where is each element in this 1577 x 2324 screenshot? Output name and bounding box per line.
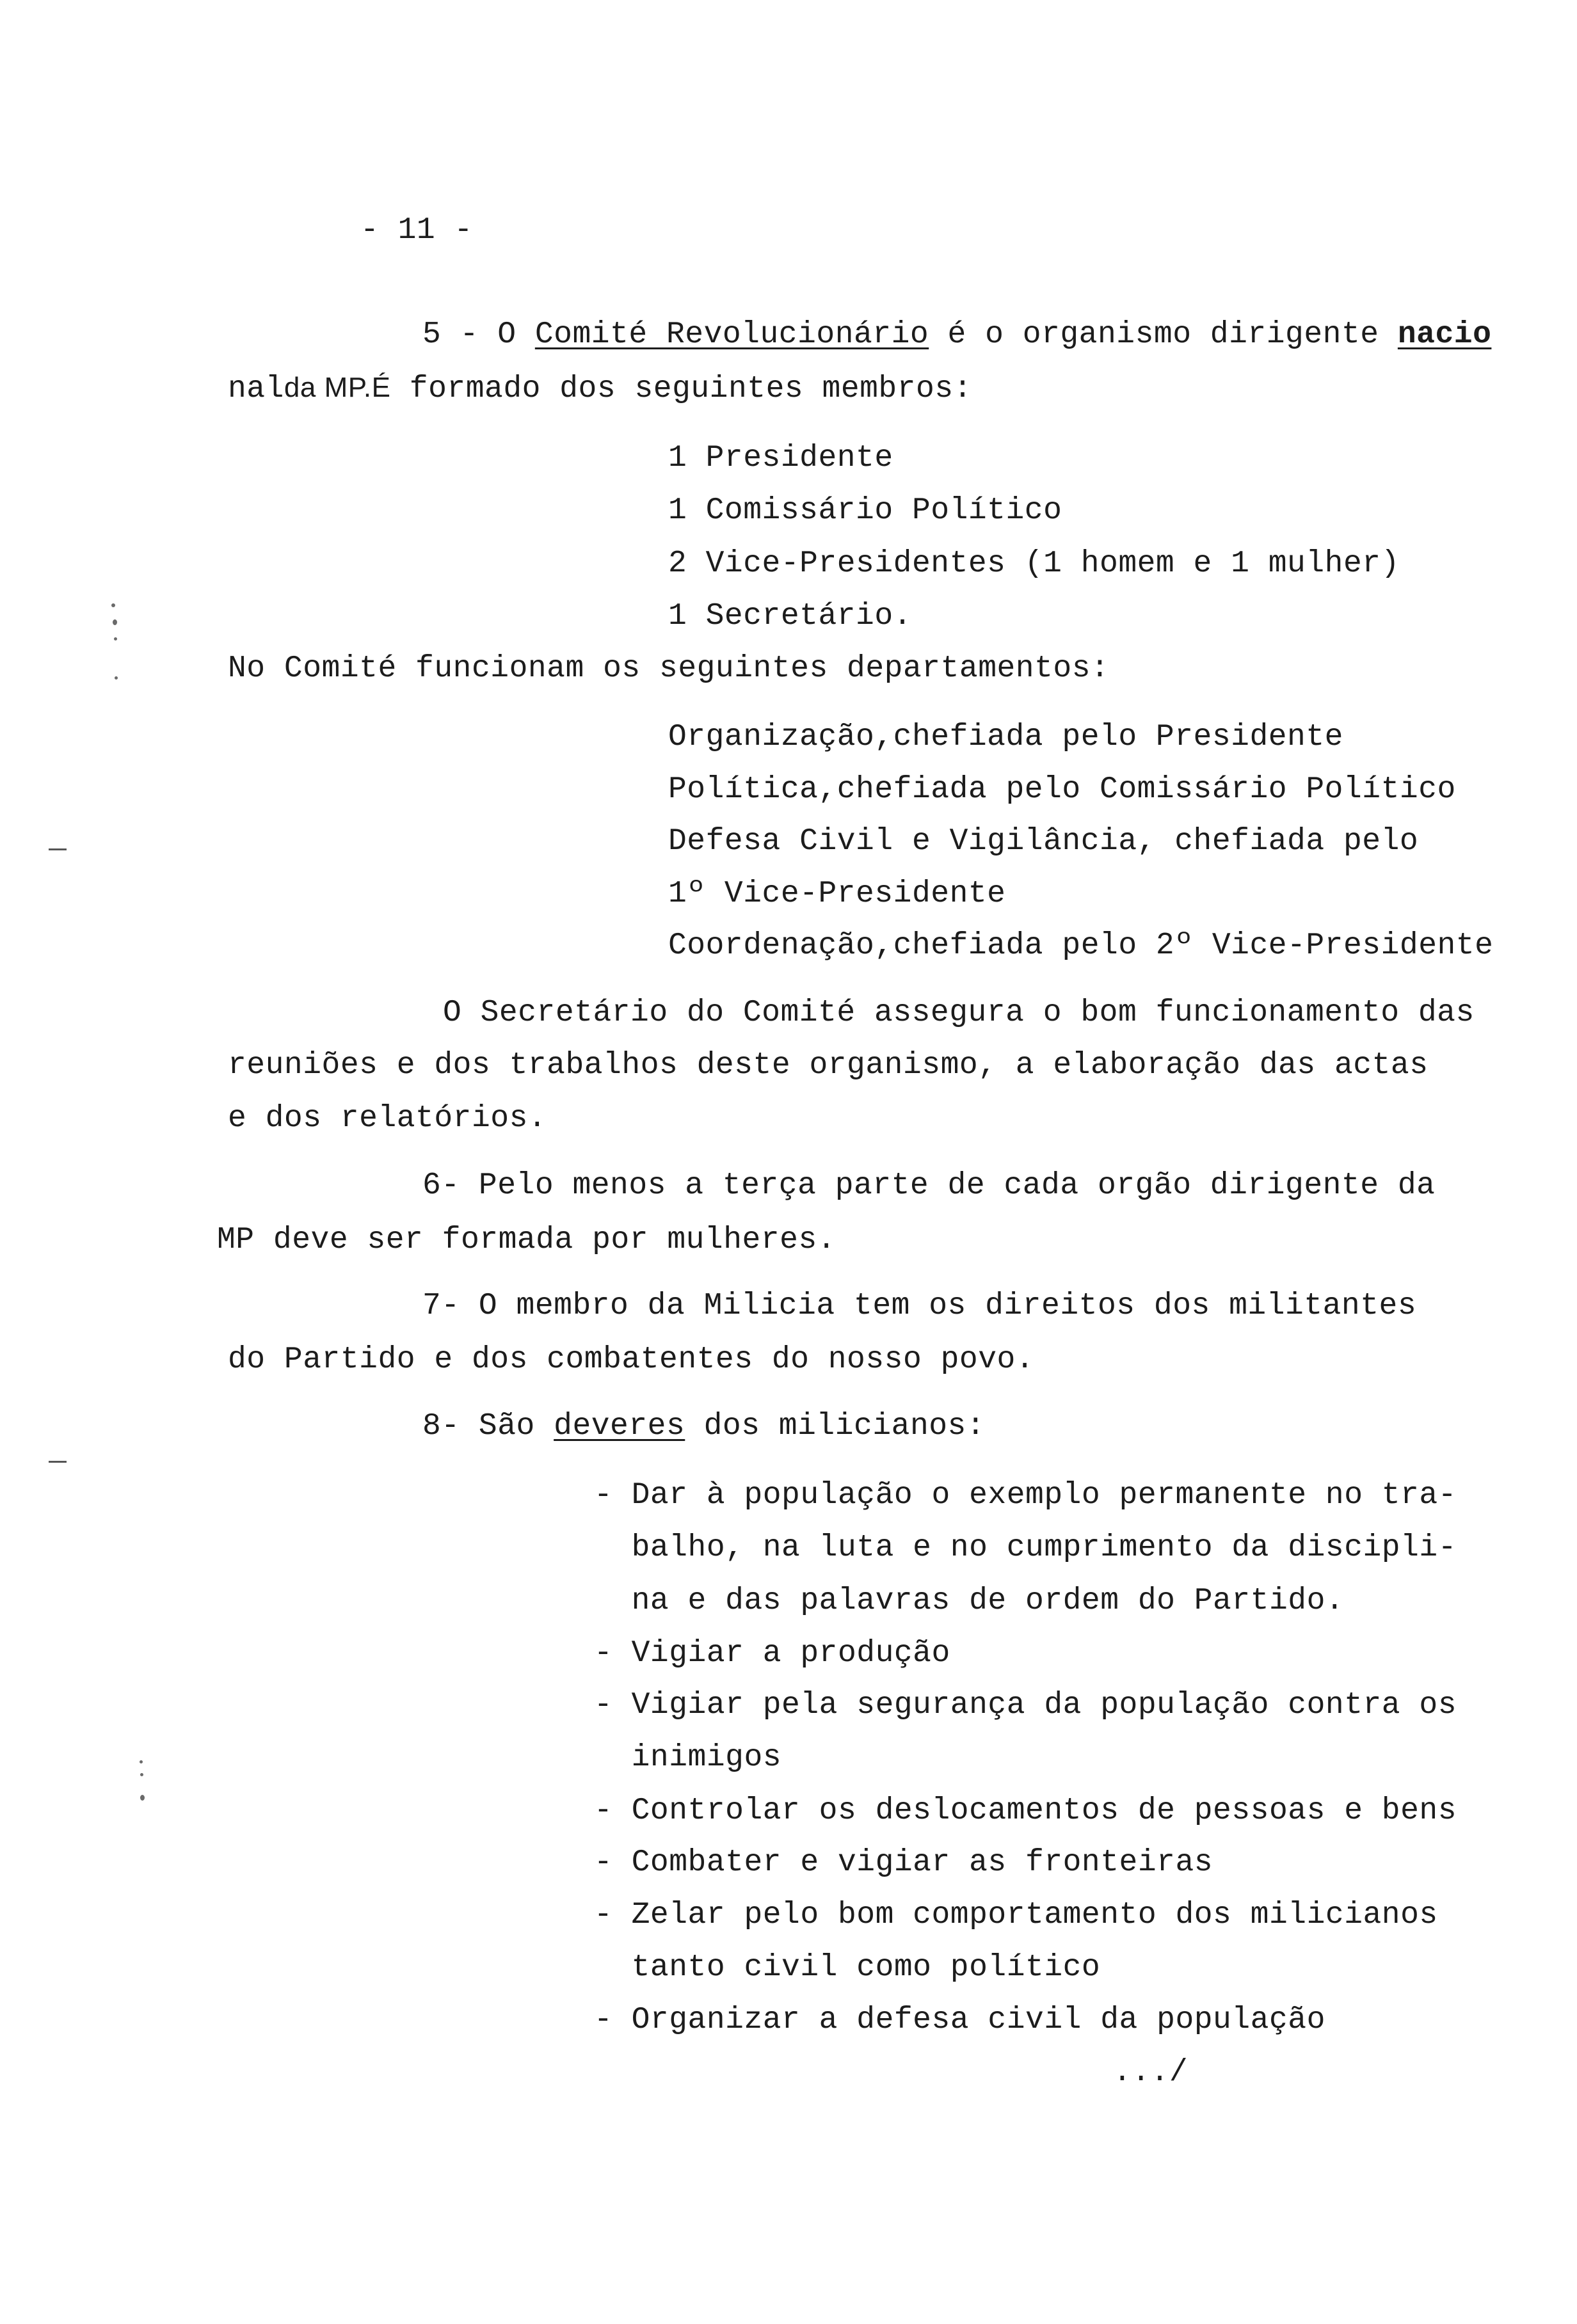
margin-dash [49, 848, 67, 850]
duty-line: - Zelar pelo bom comportamento dos milicianos [594, 1898, 1438, 1932]
item7-line: do Partido e dos combatentes do nosso povo. [228, 1342, 1035, 1377]
margin-speck [113, 619, 117, 625]
duty-line: tanto civil como político [594, 1950, 1101, 1985]
margin-speck [115, 676, 118, 680]
department-line: Defesa Civil e Vigilância, chefiada pelo [668, 824, 1419, 859]
page-number: - 11 - [360, 213, 473, 248]
member-line: 1 Secretário. [668, 599, 912, 633]
secretary-paragraph-line: O Secretário do Comité assegura o bom funcionamento das [443, 996, 1475, 1030]
margin-speck [140, 1773, 143, 1776]
department-line: Política,chefiada pelo Comissário Político [668, 772, 1456, 807]
margin-speck [111, 603, 115, 607]
duty-line: - Combater e vigiar as fronteiras [594, 1845, 1213, 1880]
item5-line2-c: formado dos seguintes membros: [390, 372, 972, 406]
duty-line: - Vigiar a produção [594, 1636, 950, 1671]
duty-line: - Controlar os deslocamentos de pessoas e bens [594, 1794, 1457, 1828]
item5-text-b: é o organismo dirigente [929, 317, 1398, 352]
duty-line: - Vigiar pela segurança da população contra os [594, 1688, 1457, 1723]
item8-heading [422, 1408, 985, 1444]
department-line: Organização,chefiada pelo Presidente [668, 720, 1343, 754]
secretary-paragraph-line: e dos relatórios. [228, 1101, 547, 1136]
item7-line: 7- O membro da Milicia tem os direitos dos militantes [422, 1289, 1417, 1323]
item5-line2 [228, 370, 972, 407]
continuation-mark: .../ [1113, 2055, 1189, 2090]
secretary-paragraph-line: reuniões e dos trabalhos deste organismo, a elaboração das actas [228, 1048, 1429, 1083]
member-line: 1 Comissário Político [668, 493, 1062, 528]
duty-line: - Organizar a defesa civil da população [594, 2003, 1325, 2037]
margin-dash [49, 1461, 67, 1463]
margin-speck [114, 637, 117, 641]
duty-line: na e das palavras de ordem do Partido. [594, 1584, 1345, 1618]
item5-line2-a: nal [228, 372, 284, 406]
duty-line: balho, na luta e no cumprimento da discipli- [594, 1531, 1457, 1565]
item6-line: 6- Pelo menos a terça parte de cada orgão dirigente da [422, 1168, 1436, 1203]
duty-line: inimigos [594, 1740, 782, 1775]
duty-line: - Dar à população o exemplo permanente no tra- [594, 1478, 1457, 1513]
deveres-underlined: deveres [554, 1409, 685, 1444]
department-line: Coordenação,chefiada pelo 2º Vice-Presidente [668, 928, 1494, 963]
departments-intro: No Comité funcionam os seguintes departamentos: [228, 651, 1110, 686]
item5-text-a: 5 - O [422, 317, 535, 352]
item8-text-a: 8- São [422, 1409, 554, 1444]
margin-speck [140, 1760, 143, 1763]
item8-text-b: dos milicianos: [685, 1409, 986, 1444]
member-line: 2 Vice-Presidentes (1 homem e 1 mulher) [668, 546, 1400, 581]
department-line: 1º Vice-Presidente [668, 877, 1006, 911]
nacio-fragment: nacio [1397, 317, 1492, 352]
item6-line: MP deve ser formada por mulheres. [217, 1223, 837, 1257]
comite-revolucionario-underlined: Comité Revolucionário [534, 317, 929, 352]
margin-speck [140, 1795, 145, 1801]
member-line: 1 Presidente [668, 441, 893, 475]
item5-line2-handwritten: da MP.É [284, 372, 391, 403]
item5-line1 [422, 317, 1491, 353]
